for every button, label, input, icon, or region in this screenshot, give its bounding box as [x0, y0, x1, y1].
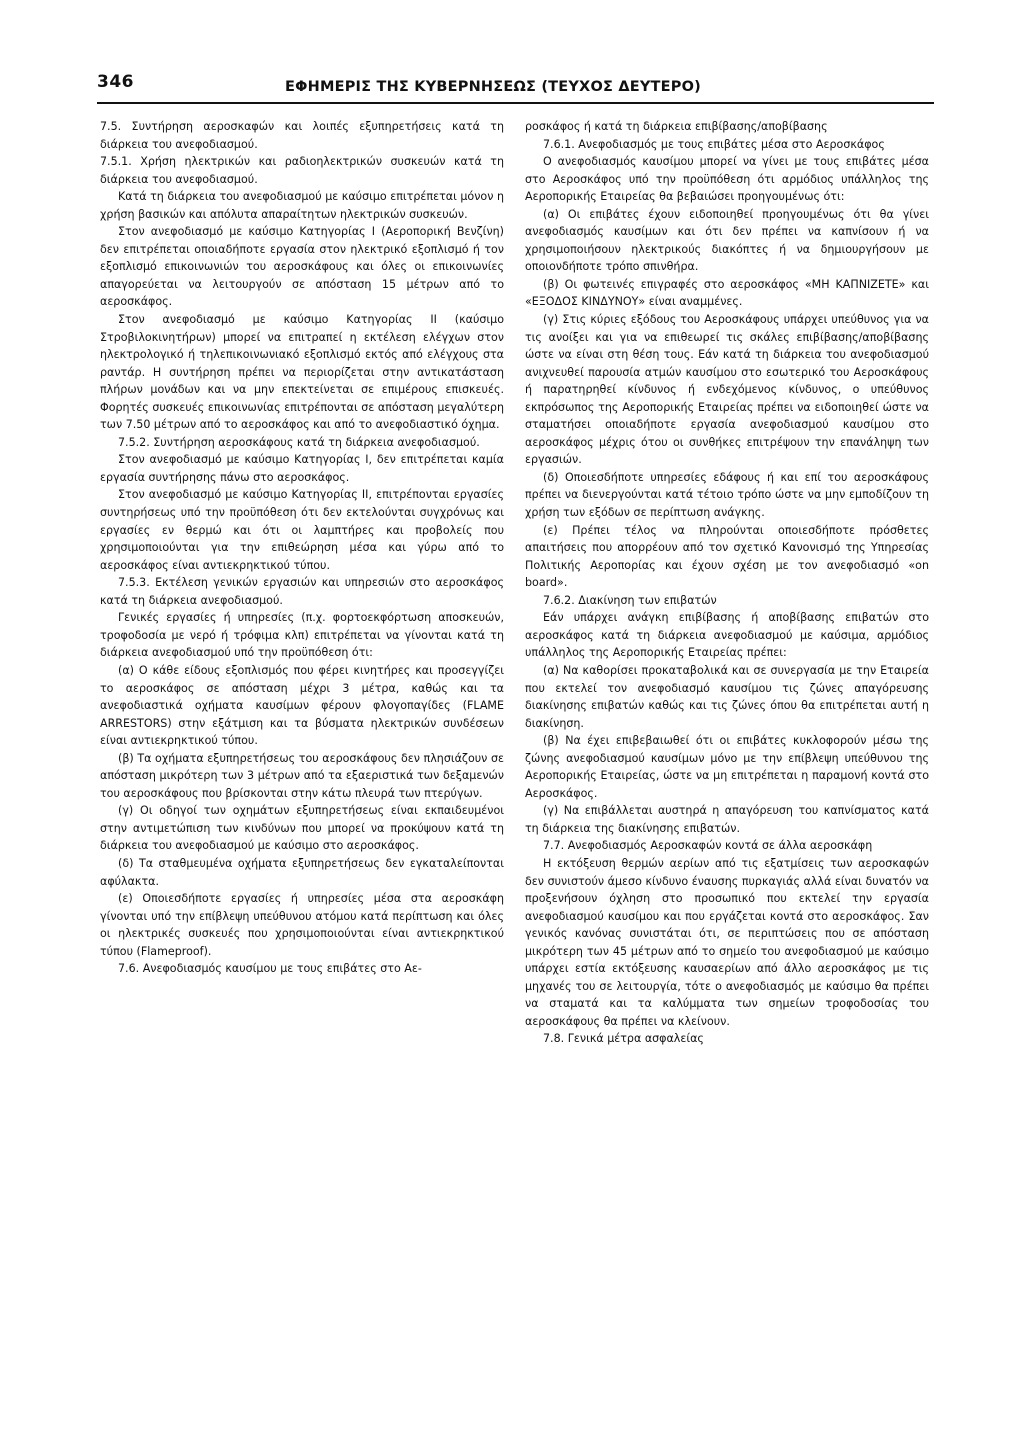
page-number: 346: [97, 72, 134, 92]
section-heading: 7.6.2. Διακίνηση των επιβατών: [543, 593, 717, 607]
list-item: (α) Να καθορίσει προκαταβολικά και σε συνεργασία με την Εταιρεία που εκτελεί τον ανεφοδιασμό καυσίμου τις ζώνες απαγόρευσης διακίνησης επιβατών καθώς και τις ζώνες όπου θα επιτρέπεται αυτή η διακίνηση.: [525, 663, 929, 730]
section-heading: 7.6.1. Ανεφοδιασμός με τους επιβάτες μέσα στο Αεροσκάφος: [543, 137, 885, 151]
right-column: [525, 118, 929, 1048]
paragraph: Εάν υπάρχει ανάγκη επιβίβασης ή αποβίβασης επιβατών στο αεροσκάφος κατά τη διάρκεια ανεφοδιασμού με καύσιμα, αρμόδιος υπάλληλος της Αεροπορικής Εταιρείας πρέπει:: [525, 611, 929, 660]
list-item: (δ) Τα σταθμευμένα οχήματα εξυπηρετήσεως δεν εγκαταλείπονται αφύλακτα.: [100, 856, 504, 888]
paragraph: Στον ανεφοδιασμό με καύσιμο Κατηγορίας I, δεν επιτρέπεται καμία εργασία συντήρησης πάνω στο αεροσκάφος.: [100, 453, 504, 484]
list-item: (β) Να έχει επιβεβαιωθεί ότι οι επιβάτες κυκλοφορούν μέσω της ζώνης ανεφοδιασμού καυσίμων μόνο με την επίβλεψη υπεύθυνου της Αεροπορικής Εταιρείας, ώστε να μη επιτρέπεται η παραμονή κοντά στο Αεροσκάφος.: [525, 734, 929, 800]
paragraph: Γενικές εργασίες ή υπηρεσίες (π.χ. φορτοεκφόρτωση αποσκευών, τροφοδοσία με νερό ή τρόφιμα κλπ) επιτρέπεται να γίνονται κατά τη διάρκεια ανεφοδιασμού υπό την προϋπόθεση ότι:: [100, 611, 504, 660]
list-item: (ε) Πρέπει τέλος να πληρούνται οποιεσδήποτε πρόσθετες απαιτήσεις που απορρέουν από τον σχετικό Κανονισμό της Υπηρεσίας Πολιτικής Αεροπορίας και έχουν σχέση με τον ανεφοδιασμό «on board».: [525, 523, 929, 590]
section-heading: 7.5. Συντήρηση αεροσκαφών και λοιπές εξυπηρετήσεις κατά τη διάρκεια του ανεφοδιασμού.: [100, 120, 504, 151]
section-heading: 7.7. Ανεφοδιασμός Αεροσκαφών κοντά σε άλλα αεροσκάφη: [543, 839, 873, 853]
header-rule: [97, 102, 934, 104]
paragraph: Η εκτόξευση θερμών αερίων από τις εξατμίσεις των αεροσκαφών δεν συνιστούν άμεσο κίνδυνο έναυσης πυρκαγιάς αλλά είναι δυνατόν να προξενήσουν όχληση στο προσωπικό που εκτελεί την εργασία ανεφοδιασμού καυσίμου και που εργάζεται κοντά στο αεροσκάφος. Σαν γενικός κανόνας συνιστάται ότι, σε περιπτώσεις που σε απόσταση μικρότερη των 45 μέτρων από το σημείο του ανεφοδιασμού με καύσιμο υπάρχει εστία εκτόξευσης καυσαερίων από άλλο αεροσκάφος με τις μηχανές του σε λειτουργία, τότε ο ανεφοδιασμός με καύσιμο θα πρέπει να σταματά και τα καλύμματα των σημείων τροφοδοσίας του αεροσκάφους θα πρέπει να κλείνουν.: [525, 856, 929, 1028]
paragraph: Στον ανεφοδιασμό με καύσιμο Κατηγορίας II, επιτρέπονται εργασίες συντηρήσεως υπό την προϋπόθεση ότι δεν εκτελούνται συγχρόνως και εργασίες εν θερμώ και ότι οι λαμπτήρες και προβολείς που χρησιμοποιούνται για την επιθεώρηση μέσα και γύρω από το αεροσκάφος είναι αντιεκρηκτικού τύπου.: [100, 488, 504, 572]
running-header: ΕΦΗΜΕΡΙΣ ΤΗΣ ΚΥΒΕΡΝΗΣΕΩΣ (ΤΕΥΧΟΣ ΔΕΥΤΕΡΟ): [285, 79, 701, 95]
list-item: (β) Τα οχήματα εξυπηρετήσεως του αεροσκάφους δεν πλησιάζουν σε απόσταση μικρότερη των 3 μέτρων από τα εξαεριστικά των δεξαμενών του αεροσκάφους που βρίσκονται στην κάτω πλευρά των πτερύγων.: [100, 751, 504, 800]
paragraph-continuation: ροσκάφος ή κατά τη διάρκεια επιβίβασης/αποβίβασης: [525, 120, 828, 133]
list-item: (β) Οι φωτεινές επιγραφές στο αεροσκάφος «ΜΗ ΚΑΠΝΙΖΕΤΕ» και «ΕΞΟΔΟΣ ΚΙΝΔΥΝΟΥ» είναι αναμμένες.: [525, 277, 929, 309]
list-item: (γ) Στις κύριες εξόδους του Αεροσκάφους υπάρχει υπεύθυνος για να τις ανοίξει και για να επιθεωρεί τις σκάλες επιβίβασης/αποβίβασης ώστε να είναι στη θέση τους. Εάν κατά τη διάρκεια του ανεφοδιασμού ανιχνευθεί παρουσία ατμών καυσίμου στο εσωτερικό του Αεροσκάφους ή παρατηρηθεί κίνδυνος ή ενδεχόμενος κίνδυνος, ο υπεύθυνος εκπρόσωπος της Αεροπορικής Εταιρείας πρέπει να ειδοποιηθεί ώστε να σταματήσει οποιαδήποτε εργασία ανεφοδιασμού καυσίμου στο αεροσκάφος μέχρις ότου οι συνθήκες επιτρέψουν την επανάληψη των εργασιών.: [525, 313, 929, 467]
left-column: [100, 118, 504, 978]
section-heading: 7.5.1. Χρήση ηλεκτρικών και ραδιοηλεκτρικών συσκευών κατά τη διάρκεια του ανεφοδιασμού.: [100, 155, 504, 186]
list-item: (γ) Οι οδηγοί των οχημάτων εξυπηρετήσεως είναι εκπαιδευμένοι στην αντιμετώπιση των κινδύνων που μπορεί να προκύψουν κατά τη διάρκεια του ανεφοδιασμού με καύσιμο στο αεροσκάφος.: [100, 804, 504, 853]
paragraph: Στον ανεφοδιασμό με καύσιμο Κατηγορίας II (καύσιμο Στροβιλοκινητήρων) μπορεί να επιτραπεί η εκτέλεση ελέγχων στον ηλεκτρολογικό ή τηλεπικοινωνιακό εξοπλισμό εκτός από ελέγχους στα ραντάρ. Η συντήρηση πρέπει να περιορίζεται στην αντικατάσταση πλήρων μονάδων και να μην επεκτείνεται σε επιμέρους επισκευές. Φορητές συσκευές επικοινωνίας επιτρέπονται σε απόσταση μεγαλύτερη των 7.50 μέτρων από το αεροσκάφος και από το ανεφοδιαστικό όχημα.: [100, 313, 504, 432]
list-item: (γ) Να επιβάλλεται αυστηρά η απαγόρευση του καπνίσματος κατά τη διάρκεια της διακίνησης επιβατών.: [525, 804, 929, 835]
paragraph: Στον ανεφοδιασμό με καύσιμο Κατηγορίας I (Αεροπορική Βενζίνη) δεν επιτρέπεται οποιαδήποτε εργασία στον ηλεκτρικό εξοπλισμό ή τον εξοπλισμό επικοινωνιών του αεροσκάφους και όλες οι επικοινωνίες απαγορεύεται να λειτουργούν σε απόσταση 15 μέτρων από το αεροσκάφος.: [100, 225, 504, 309]
list-item: (α) Ο κάθε είδους εξοπλισμός που φέρει κινητήρες και προσεγγίζει το αεροσκάφος σε απόσταση μέχρι 3 μέτρα, καθώς και τα ανεφοδιαστικά οχήματα καυσίμων φέρουν φλογοπαγίδες (FLAME ARRESTORS) στην εξάτμιση και τα βύσματα ηλεκτρικών συνδέσεων είναι αντιεκρηκτικού τύπου.: [100, 663, 504, 748]
list-item: (α) Οι επιβάτες έχουν ειδοποιηθεί προηγουμένως ότι θα γίνει ανεφοδιασμός καυσίμων και ότι δεν πρέπει να καπνίσουν ή να χρησιμοποιήσουν ηλεκτρικούς διακόπτες ή να δημιουργήσουν με οποιονδήποτε τρόπο σπινθήρα.: [525, 207, 929, 274]
section-heading: 7.8. Γενικά μέτρα ασφαλείας: [543, 1032, 704, 1046]
section-heading: 7.5.3. Εκτέλεση γενικών εργασιών και υπηρεσιών στο αεροσκάφος κατά τη διάρκεια ανεφοδιασμού.: [100, 576, 504, 607]
section-heading: 7.5.2. Συντήρηση αεροσκάφους κατά τη διάρκεια ανεφοδιασμού.: [118, 435, 480, 449]
paragraph: Ο ανεφοδιασμός καυσίμου μπορεί να γίνει με τους επιβάτες μέσα στο Αεροσκάφος υπό την προϋπόθεση ότι αρμόδιος υπάλληλος της Αεροπορικής Εταιρείας θα βεβαιώσει προηγουμένως ότι:: [525, 155, 929, 204]
list-item: (ε) Οποιεσδήποτε εργασίες ή υπηρεσίες μέσα στα αεροσκάφη γίνονται υπό την επίβλεψη υπεύθυνου ατόμου κατά περίπτωση και όλες οι ηλεκτρικές συσκευές που χρησιμοποιούνται είναι αντιεκρηκτικού τύπου (Flameproof).: [100, 892, 504, 958]
list-item: (δ) Οποιεσδήποτε υπηρεσίες εδάφους ή και επί του αεροσκάφους πρέπει να διενεργούνται κατά τέτοιο τρόπο ώστε να μην εμποδίζουν τη χρήση των εξόδων σε περίπτωση ανάγκης.: [525, 470, 929, 520]
paragraph: Κατά τη διάρκεια του ανεφοδιασμού με καύσιμο επιτρέπεται μόνον η χρήση βασικών και απόλυτα απαραίτητων ηλεκτρικών συσκευών.: [100, 190, 504, 221]
section-heading: 7.6. Ανεφοδιασμός καυσίμου με τους επιβάτες στο Αε-: [118, 962, 422, 976]
